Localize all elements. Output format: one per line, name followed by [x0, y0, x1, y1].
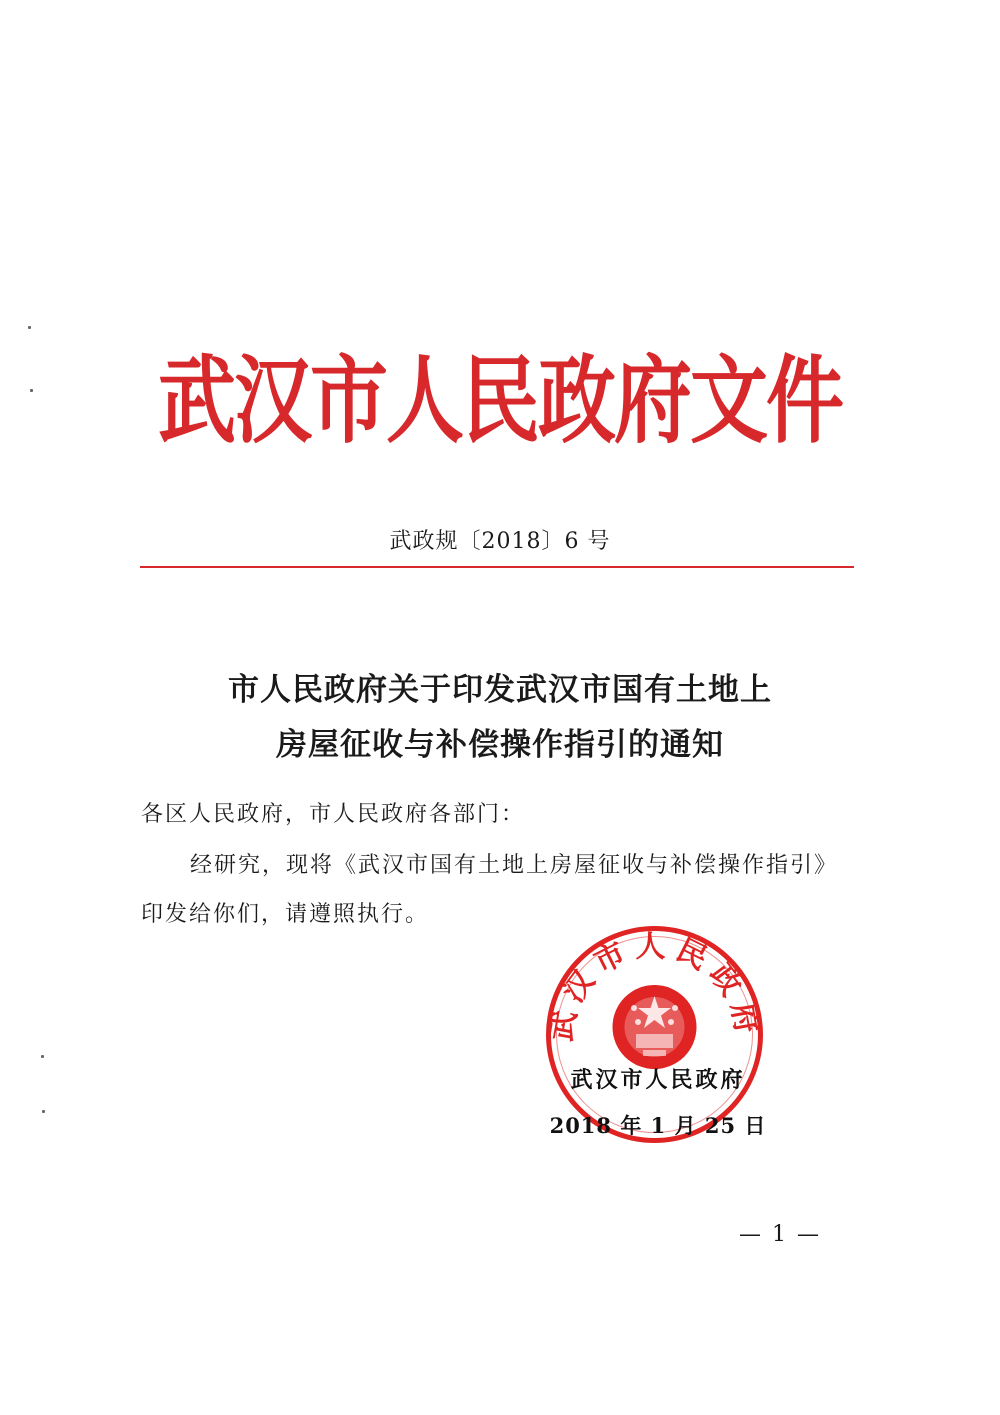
notice-title-line-1: 市人民政府关于印发武汉市国有土地上: [228, 672, 772, 708]
scan-speck: [41, 1055, 44, 1058]
issue-date: 2018 年 1 月 25 日: [549, 1113, 767, 1138]
notice-title-line-2: 房屋征收与补偿操作指引的通知: [276, 727, 724, 763]
body-text-line-1: 经研究，现将《武汉市国有土地上房屋征收与补偿操作指引》: [190, 853, 839, 878]
page-number: — 1 —: [739, 1222, 821, 1247]
document-number: 武政规〔2018〕6 号: [389, 529, 611, 554]
scan-speck: [30, 389, 33, 392]
issuer-signature: 武汉市人民政府: [570, 1067, 746, 1093]
seal-text: 武汉市人民政府: [543, 929, 766, 1044]
document-header-title: 武汉市人民政府文件: [157, 346, 842, 457]
scan-speck: [42, 1110, 45, 1113]
scan-speck: [28, 326, 31, 329]
national-emblem-icon: [613, 985, 697, 1069]
body-text-line-2: 印发给你们，请遵照执行。: [141, 902, 430, 927]
red-divider-line: [140, 566, 854, 568]
salutation: 各区人民政府，市人民政府各部门：: [141, 802, 526, 827]
